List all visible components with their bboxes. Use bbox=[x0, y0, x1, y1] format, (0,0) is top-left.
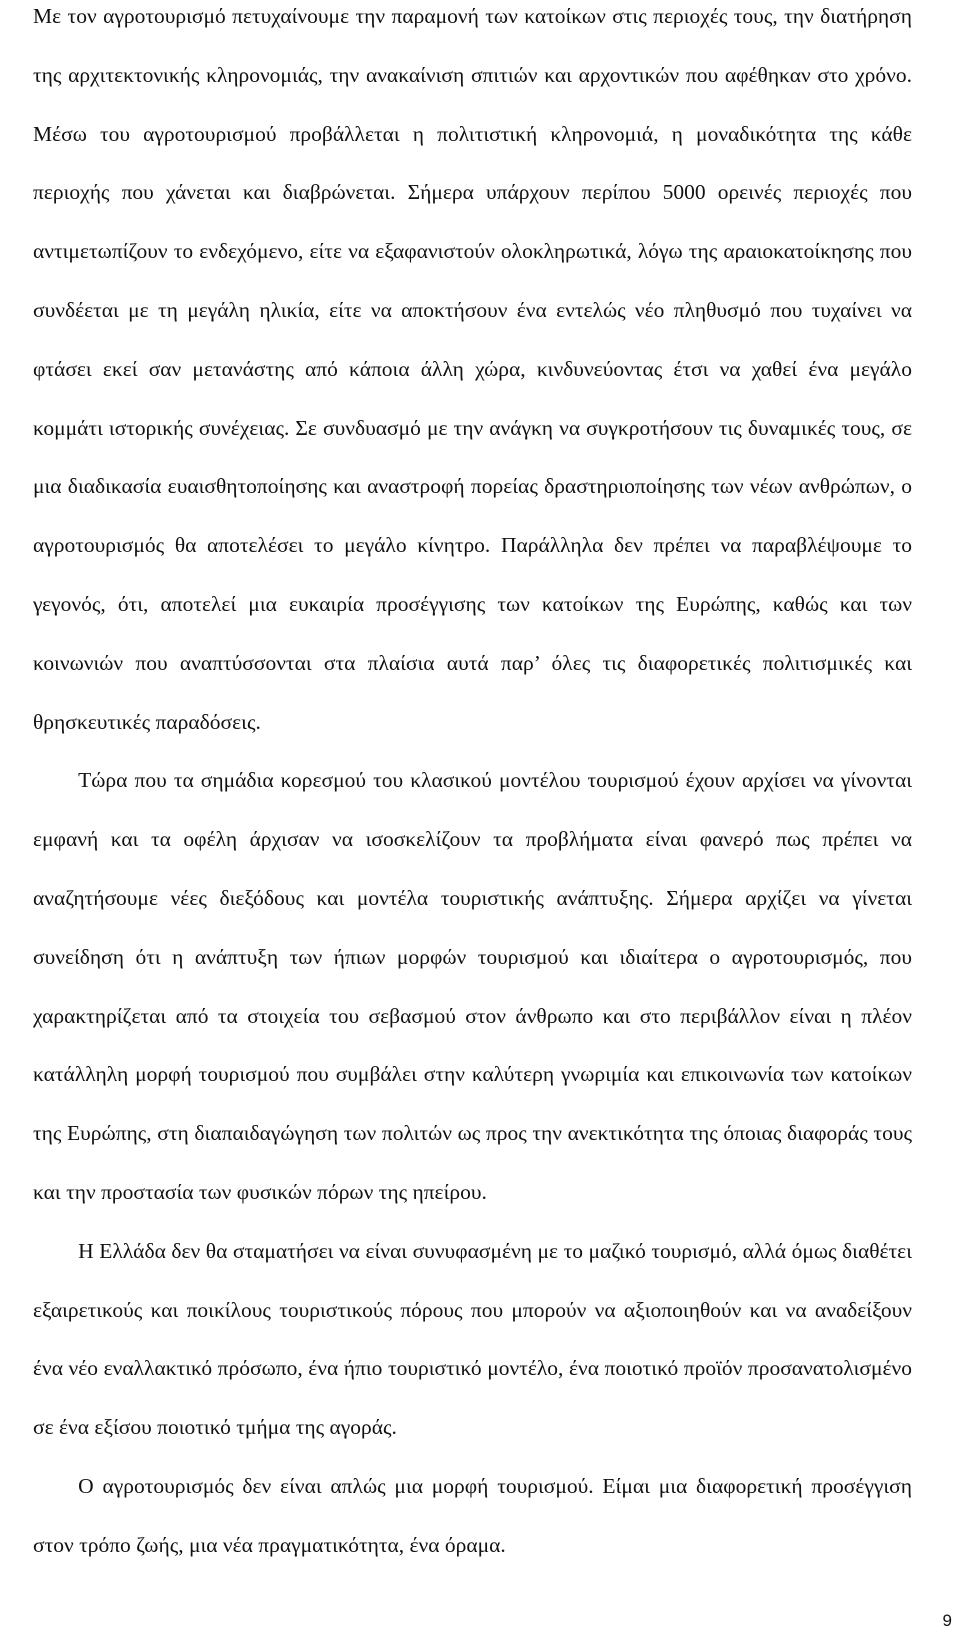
body-text bbox=[33, 0, 912, 1575]
paragraph-tourism-saturation: Τώρα που τα σημάδια κορεσμού του κλασικού μοντέλου τουρισμού έχουν αρχίσει να γίνονται εμφανή και τα οφέλη άρχισαν να ισοσκελίζουν τα προβλήματα είναι φανερό πως πρέπει να αναζητήσουμε νέες διεξόδους και μοντέλα τουριστικής ανάπτυξης. Σήμερα αρχίζει να γίνεται συνείδηση ότι η ανάπτυξη των ήπιων μορφών τουρισμού και ιδιαίτερα ο αγροτουρισμός, που χαρακτηρίζεται από τα στοιχεία του σεβασμού στον άνθρωπο και στο περιβάλλον είναι η πλέον κατάλληλη μορφή τουρισμού που συμβάλει στην καλύτερη γνωριμία και επικοινωνία των κατοίκων της Ευρώπης, στη διαπαιδαγώγηση των πολιτών ως προς την ανεκτικότητα της όποιας διαφοράς τους και την προστασία των φυσικών πόρων της ηπείρου. bbox=[33, 768, 912, 1204]
paragraph-greece-tourism: Η Ελλάδα δεν θα σταματήσει να είναι συνυφασμένη με το μαζικό τουρισμό, αλλά όμως διαθέτει εξαιρετικούς και ποικίλους τουριστικούς πόρους που μπορούν να αξιοποιηθούν και να αναδείξουν ένα νέο εναλλακτικό πρόσωπο, ένα ήπιο τουριστικό μοντέλο, ένα ποιοτικό προϊόν προσανατολισμένο σε ένα εξίσου ποιοτικό τμήμα της αγοράς. bbox=[33, 1238, 912, 1440]
paragraph-agrotourism-vision: Ο αγροτουρισμός δεν είναι απλώς μια μορφή τουρισμού. Είμαι μια διαφορετική προσέγγιση στον τρόπο ζωής, μια νέα πραγματικότητα, ένα όραμα. bbox=[33, 1473, 912, 1557]
paragraph-agrotourism-benefits: Με τον αγροτουρισμό πετυχαίνουμε την παραμονή των κατοίκων στις περιοχές τους, την διατήρηση της αρχιτεκτονικής κληρονομιάς, την ανακαίνιση σπιτιών και αρχοντικών που αφέθηκαν στο χρόνο. Μέσω του αγροτουρισμού προβάλλεται η πολιτιστική κληρονομιά, η μοναδικότητα της κάθε περιοχής που χάνεται και διαβρώνεται. Σήμερα υπάρχουν περίπου 5000 ορεινές περιοχές που αντιμετωπίζουν το ενδεχόμενο, είτε να εξαφανιστούν ολοκληρωτικά, λόγω της αραιοκατοίκησης που συνδέεται με τη μεγάλη ηλικία, είτε να αποκτήσουν ένα εντελώς νέο πληθυσμό που τυχαίνει να φτάσει εκεί σαν μετανάστης από κάποια άλλη χώρα, κινδυνεύοντας έτσι να χαθεί ένα μεγάλο κομμάτι ιστορικής συνέχειας. Σε συνδυασμό με την ανάγκη να συγκροτήσουν τις δυναμικές τους, σε μια διαδικασία ευαισθητοποίησης και αναστροφή πορείας δραστηριοποίησης των νέων ανθρώπων, ο αγροτουρισμός θα αποτελέσει το μεγάλο κίνητρο. Παράλληλα δεν πρέπει να παραβλέψουμε το γεγονός, ότι, αποτελεί μια ευκαιρία προσέγγισης των κατοίκων της Ευρώπης, καθώς και των κοινωνιών που αναπτύσσονται στα πλαίσια αυτά παρ’ όλες τις διαφορετικές πολιτισμικές και θρησκευτικές παραδόσεις. bbox=[33, 4, 912, 734]
page-number: 9 bbox=[942, 1611, 952, 1630]
